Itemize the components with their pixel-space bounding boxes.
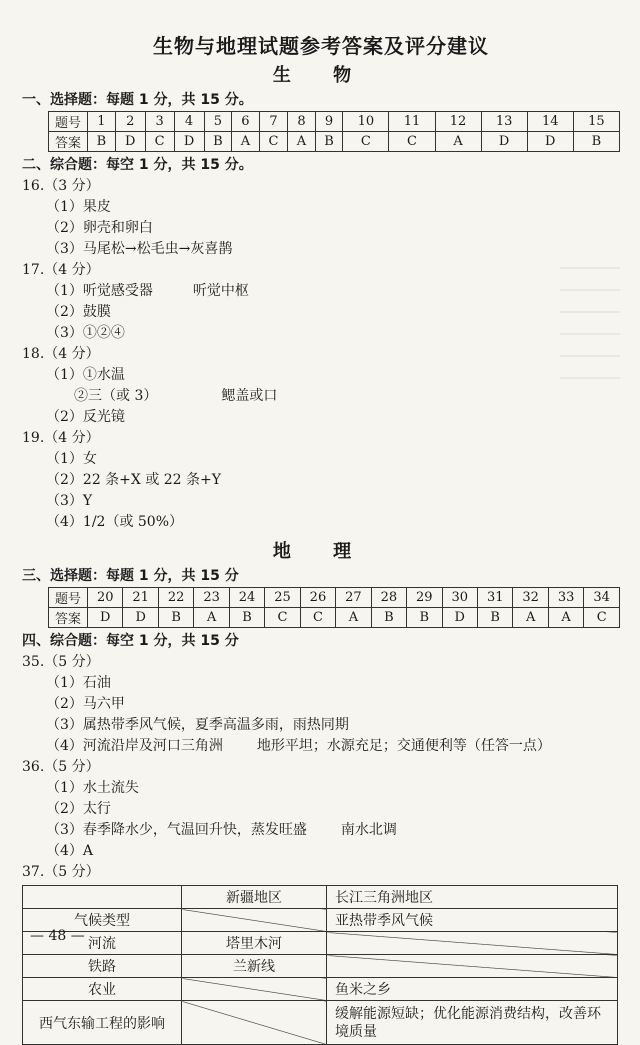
mc-answer: D bbox=[442, 608, 477, 628]
mc-answer: C bbox=[259, 132, 288, 152]
q18-a2: （2）反光镜 bbox=[46, 409, 125, 425]
mc-question-number: 30 bbox=[442, 588, 477, 608]
q17-head: 17.（4 分） bbox=[22, 262, 100, 278]
mc-answer: D bbox=[481, 132, 527, 152]
table-row bbox=[23, 886, 618, 909]
q37-agriculture-cj: 鱼米之乡 bbox=[327, 978, 618, 1001]
q36-a3 bbox=[46, 820, 620, 841]
mc-question-number: 31 bbox=[477, 588, 512, 608]
q19-a2: （2）22 条+X 或 22 条+Y bbox=[46, 472, 222, 488]
mc-answer: C bbox=[300, 608, 335, 628]
mc-label-answer: 答案 bbox=[49, 132, 88, 152]
q37-row-pipeline: 西气东输工程的影响 bbox=[23, 1001, 182, 1045]
q37-table bbox=[22, 885, 618, 1045]
q37-col-changjiang: 长江三角洲地区 bbox=[327, 886, 618, 909]
mc-answer: C bbox=[265, 608, 300, 628]
mc-question-number: 24 bbox=[229, 588, 264, 608]
q35-a4b: 地形平坦；水源充足；交通便利等（任答一点） bbox=[256, 738, 551, 754]
q17-a1 bbox=[46, 281, 620, 302]
table-row bbox=[23, 932, 618, 955]
q37-diagonal-cell bbox=[327, 932, 618, 955]
mc-label-answer: 答案 bbox=[49, 608, 88, 628]
q37-diagonal-cell bbox=[327, 955, 618, 978]
mc-answer: B bbox=[371, 608, 406, 628]
q37-corner-cell bbox=[23, 886, 182, 909]
q36-a3b: 南水北调 bbox=[340, 822, 397, 838]
table-row bbox=[49, 132, 620, 152]
mc-question-number: 15 bbox=[573, 112, 619, 132]
q37-pipeline-cj: 缓解能源短缺；优化能源消费结构，改善环境质量 bbox=[327, 1001, 618, 1045]
mc-question-number: 7 bbox=[259, 112, 288, 132]
mc-answer: B bbox=[229, 608, 264, 628]
mc-question-number: 14 bbox=[527, 112, 573, 132]
q36-a2: （2）太行 bbox=[46, 801, 111, 817]
mc-answer: D bbox=[527, 132, 573, 152]
q16-head: 16.（3 分） bbox=[22, 178, 100, 194]
q37-row-railway: 铁路 bbox=[23, 955, 182, 978]
q35-a1: （1）石油 bbox=[46, 675, 111, 691]
mc-question-number: 33 bbox=[548, 588, 583, 608]
q19-head: 19.（4 分） bbox=[22, 430, 100, 446]
mc-question-number: 23 bbox=[194, 588, 229, 608]
q35-a4a: （4）河流沿岸及河口三角洲 bbox=[46, 738, 223, 754]
mc-answer: B bbox=[204, 132, 232, 152]
mc-question-number: 12 bbox=[435, 112, 481, 132]
mc-answer: C bbox=[389, 132, 435, 152]
q37-diagonal-cell bbox=[182, 1001, 327, 1045]
table-row bbox=[23, 1001, 618, 1045]
q35-head: 35.（5 分） bbox=[22, 654, 100, 670]
q37-row-river: 河流 bbox=[23, 932, 182, 955]
mc-question-number: 27 bbox=[336, 588, 371, 608]
q18-head: 18.（4 分） bbox=[22, 346, 100, 362]
q16-a3: （3）马尾松→松毛虫→灰喜鹊 bbox=[46, 241, 233, 257]
mc-answer: A bbox=[336, 608, 371, 628]
mc-question-number: 29 bbox=[407, 588, 442, 608]
q37-head: 37.（5 分） bbox=[22, 864, 100, 880]
mc-question-number: 9 bbox=[315, 112, 343, 132]
mc-question-number: 1 bbox=[88, 112, 116, 132]
mc-question-number: 26 bbox=[300, 588, 335, 608]
biology-heading: 生 物 bbox=[272, 65, 370, 86]
mc-question-number: 13 bbox=[481, 112, 527, 132]
q19-a3: （3）Y bbox=[46, 493, 93, 509]
mc-answer: B bbox=[407, 608, 442, 628]
mc-answer: C bbox=[343, 132, 389, 152]
q17-a1a: （1）听觉感受器 bbox=[46, 283, 153, 299]
mc-answer: D bbox=[123, 608, 158, 628]
q36-a3a: （3）春季降水少，气温回升快，蒸发旺盛 bbox=[46, 822, 307, 838]
q37-col-xinjiang: 新疆地区 bbox=[182, 886, 327, 909]
geography-section-3: 三、选择题：每题 1 分，共 15 分 bbox=[22, 568, 239, 584]
q37-climate-cj: 亚热带季风气候 bbox=[327, 909, 618, 932]
mc-answer: A bbox=[513, 608, 548, 628]
q37-railway-xj: 兰新线 bbox=[182, 955, 327, 978]
q18-a1b: ②三（或 3） bbox=[74, 388, 158, 404]
mc-answer: A bbox=[435, 132, 481, 152]
q17-a3: （3）①②④ bbox=[46, 325, 125, 341]
mc-answer: D bbox=[115, 132, 145, 152]
mc-answer: B bbox=[315, 132, 343, 152]
geography-section-4: 四、综合题：每空 1 分，共 15 分 bbox=[22, 633, 239, 649]
mc-question-number: 20 bbox=[88, 588, 123, 608]
mc-answer: D bbox=[174, 132, 204, 152]
mc-question-number: 25 bbox=[265, 588, 300, 608]
q36-head: 36.（5 分） bbox=[22, 759, 100, 775]
mc-question-number: 34 bbox=[584, 588, 620, 608]
mc-question-number: 3 bbox=[145, 112, 174, 132]
geography-heading: 地 理 bbox=[272, 541, 370, 562]
q18-a1: （1）①水温 bbox=[46, 367, 125, 383]
page-number: — 48 — bbox=[30, 928, 85, 944]
mc-answer: B bbox=[573, 132, 619, 152]
q19-a4: （4）1/2（或 50%） bbox=[46, 514, 184, 530]
table-row bbox=[23, 978, 618, 1001]
mc-question-number: 22 bbox=[158, 588, 193, 608]
mc-question-number: 11 bbox=[389, 112, 435, 132]
mc-answer: B bbox=[158, 608, 193, 628]
table-row bbox=[23, 955, 618, 978]
mc-answer: A bbox=[288, 132, 315, 152]
q36-a4: （4）A bbox=[46, 843, 94, 859]
mc-question-number: 4 bbox=[174, 112, 204, 132]
mc-answer: A bbox=[548, 608, 583, 628]
mc-answer: B bbox=[477, 608, 512, 628]
table-row bbox=[49, 608, 620, 628]
mc-question-number: 10 bbox=[343, 112, 389, 132]
q19-a1: （1）女 bbox=[46, 451, 97, 467]
table-row bbox=[23, 909, 618, 932]
biology-mc-table bbox=[48, 111, 620, 152]
q36-a1: （1）水土流失 bbox=[46, 780, 139, 796]
table-row bbox=[49, 588, 620, 608]
q37-diagonal-cell bbox=[182, 909, 327, 932]
mc-question-number: 5 bbox=[204, 112, 232, 132]
mc-question-number: 32 bbox=[513, 588, 548, 608]
q37-row-agriculture: 农业 bbox=[23, 978, 182, 1001]
mc-answer: C bbox=[584, 608, 620, 628]
mc-label-question: 题号 bbox=[49, 112, 88, 132]
mc-question-number: 8 bbox=[288, 112, 315, 132]
mc-answer: C bbox=[145, 132, 174, 152]
mc-answer: D bbox=[88, 608, 123, 628]
mc-question-number: 28 bbox=[371, 588, 406, 608]
q35-a4 bbox=[46, 736, 620, 757]
biology-section-2: 二、综合题：每空 1 分，共 15 分。 bbox=[22, 157, 253, 173]
page-title: 生物与地理试题参考答案及评分建议 bbox=[153, 34, 489, 58]
geography-mc-table bbox=[48, 587, 620, 628]
mc-question-number: 2 bbox=[115, 112, 145, 132]
q35-a2: （2）马六甲 bbox=[46, 696, 125, 712]
q16-a1: （1）果皮 bbox=[46, 199, 111, 215]
mc-label-question: 题号 bbox=[49, 588, 88, 608]
mc-answer: A bbox=[194, 608, 229, 628]
q37-diagonal-cell bbox=[182, 978, 327, 1001]
biology-section-1: 一、选择题：每题 1 分，共 15 分。 bbox=[22, 92, 253, 108]
mc-answer: B bbox=[88, 132, 116, 152]
q35-a3: （3）属热带季风气候，夏季高温多雨，雨热同期 bbox=[46, 717, 349, 733]
q37-river-xj: 塔里木河 bbox=[182, 932, 327, 955]
answer-sheet bbox=[22, 22, 620, 1045]
q37-row-climate: 气候类型 bbox=[23, 909, 182, 932]
mc-answer: A bbox=[232, 132, 259, 152]
q17-a1b: 听觉中枢 bbox=[192, 283, 249, 299]
q18-a1c: 鳃盖或口 bbox=[221, 388, 278, 404]
q16-a2: （2）卵壳和卵白 bbox=[46, 220, 153, 236]
mc-question-number: 21 bbox=[123, 588, 158, 608]
mc-question-number: 6 bbox=[232, 112, 259, 132]
table-row bbox=[49, 112, 620, 132]
q17-a2: （2）鼓膜 bbox=[46, 304, 111, 320]
q18-a1-line2 bbox=[74, 386, 620, 407]
